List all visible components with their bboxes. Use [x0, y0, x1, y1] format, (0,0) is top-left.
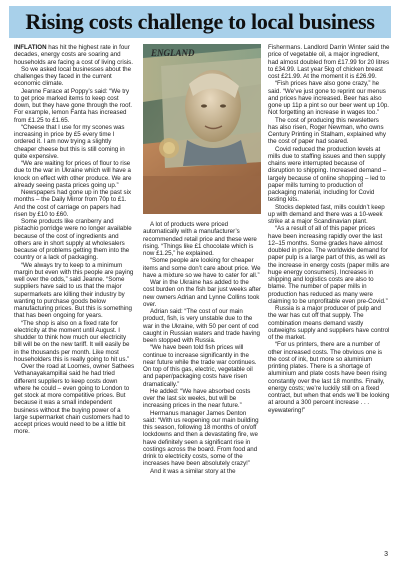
- paragraph: Newspapers had gone up in the past six months – the Daily Mirror from 70p to £1. And the cost of carriage on papers had risen by £10 to £60.: [14, 189, 132, 218]
- paragraph: “The shop is also on a fixed rate for electricity at the moment until August. I shudder to think how much our electricity bill will be on the new tariff. It will easily be in the thousands per month. Like most householders this is really going to hit us.”: [14, 319, 130, 363]
- paragraph: He added: “We have absorbed costs over the last six weeks, but will be increasing prices in the near future.”: [143, 387, 251, 410]
- paragraph-text: has hit the highest rate in four decades, energy costs are soaring and households are facing a cost of living crisis.: [14, 44, 133, 66]
- article-column-3: [268, 44, 390, 414]
- paragraph: “Cheese that I use for my scones was increasing in price by £5 every time I ordered it. I am now trying a slightly cheaper cheese but this is still coming in quite expensive.: [14, 123, 125, 160]
- paragraph: “We are waiting for prices of flour to rise due to the war in Ukraine which will have a knock on effect with other produce. We are already seeing pasta prices going up.”: [14, 160, 132, 189]
- article-column-2: [143, 221, 261, 475]
- paragraph: Hermanus manager James Denton said: “With us reopening our main building this season, following 18 months of on/off lockdowns and then a devastating fire, we have definitely seen a significant rise in costings across the board. From food and drink to electricity costs, some of the increases have been absolutely crazy!”: [143, 409, 259, 468]
- paragraph: “For us printers, there are a number of other increased costs. The obvious one is the cost of ink, but more so aluminium printing plates. There is a shortage of aluminium and plate costs have been rising constantly over the last 18 months. Finally, energy costs; we’re luckily still on a fixed contract, but when that ends we’ll be looking at around a 300 percent increase . . . eyewatering!”: [268, 341, 390, 414]
- paragraph: “We always try to keep to a minimum margin but even with this people are paying well over the odds,” said Jeanne. “Some suppliers have said to us that the major supermarkets are killing their industry by wanting to purchase goods below manufacturing prices. But this is something that has been ongoing for years.: [14, 261, 134, 320]
- paragraph: The cost of producing this newsletters has also risen, Roger Newman, who owns Century Printing in Stalham, explained why the cost of paper had soared.: [268, 116, 386, 146]
- banknotes-illustration: [143, 44, 261, 214]
- paragraph: Some products like cranberry and pistachio porridge were no longer available because of the cost of ingredients and others are in short supply at wholesalers because of problems getting them into the country or a lack of packaging.: [14, 218, 132, 262]
- paragraph: So we asked local businesses about the challenges they faced in the current economic climate.: [14, 65, 132, 88]
- headline-banner: [9, 6, 391, 38]
- paragraph: “We have been told fish prices will continue to increase significantly in the near future while the trade war continues. On top of this gas, electric, vegetable oil and paper/packaging costs have risen dramatically.”: [143, 344, 257, 388]
- paragraph: Over the road at Loomes, owner Sathees Vethanayakampillai said he had tried different suppliers to keep costs down where he could – even going to London to get stock at more competitive prices. But because it was a small independent business without the buying power of a large supermarket chain customers had to accept prices would need to be a little bit more.: [14, 363, 135, 436]
- paragraph: War in the Ukraine has added to the cost burden on the fish bar just weeks after new owners Adrian and Lynne Collins took over.: [143, 279, 261, 308]
- lead-word: INFLATION: [14, 44, 47, 51]
- paragraph: “As a result of all of this paper prices have been increasing rapidly over the last 12–15 months. Some grades have almost doubled in price. The worldwide demand for paper pulp is a large part of this, as well as the increase in energy costs (paper mills are huge energy consumers). Increases in shipping and logistics costs are also to blame. The number of paper mills in production has reduced as many were claiming to be unprofitable even pre-Covid.”: [268, 225, 390, 305]
- banknotes-photo: [143, 44, 261, 214]
- paragraph: “Fish prices have also gone crazy,” he said. “We’ve just gone to reprint our menus and prices have increased. Beer has also gone up 11p a pint so our beer went up 10p. Not forgetting an increase in wages too.”: [268, 80, 389, 117]
- banknote-lettering: ENGLAND: [151, 48, 195, 58]
- headline: Rising costs challenge to local business: [25, 9, 375, 34]
- paragraph: “Some people are looking for cheaper items and some don’t care about price. We have a mixture so we have to cater for all.”: [143, 257, 261, 279]
- page-number: 3: [384, 551, 388, 558]
- paragraph: And it was a similar story at the: [150, 467, 236, 475]
- paragraph: Stocks depleted fast, mills couldn’t keep up with demand and there was a 10-week strike at a major Scandinavian plant.: [268, 203, 385, 225]
- paragraph: [14, 44, 135, 66]
- paragraph: Fishermans. Landlord Darrin Winter said the price of vegetable oil, a major ingredient, had almost doubled from £17.99 for 20 litres to £34.99. Last year 5kg of chicken breast cost £21.99. At the moment it is £26.99.: [268, 44, 390, 80]
- paragraph: A lot of products were priced automatically with a manufacturer’s recommended retail price and these were rising. “Things like £1 chocolate which is now £1.25,” he explained.: [143, 221, 257, 257]
- paragraph: Jeanne Farace at Poppy’s said: “We try to get price marked items to keep cost down, but they have gone through the roof. For example, lemon Fanta has increased from £1.25 to £1.65.: [14, 87, 132, 124]
- paragraph: Adrian said: “The cost of our main product, fish, is very unstable due to the war in the Ukraine, with 50 per cent of cod caught in Russian waters and trade having been stopped with Russia.: [143, 308, 260, 344]
- paragraph: Covid reduced the production levels at mills due to staffing issues and then supply chains were interrupted because of disruption to shipping. Increased demand – largely because of online shopping – led to paper mills turning to production of packaging material, including for Covid testing kits.: [268, 145, 387, 204]
- article-column-1: [14, 44, 135, 436]
- paragraph: Russia is a major producer of pulp and the war has cut off that supply. The combination means demand vastly outweighs supply and suppliers have control of the market.: [268, 305, 390, 341]
